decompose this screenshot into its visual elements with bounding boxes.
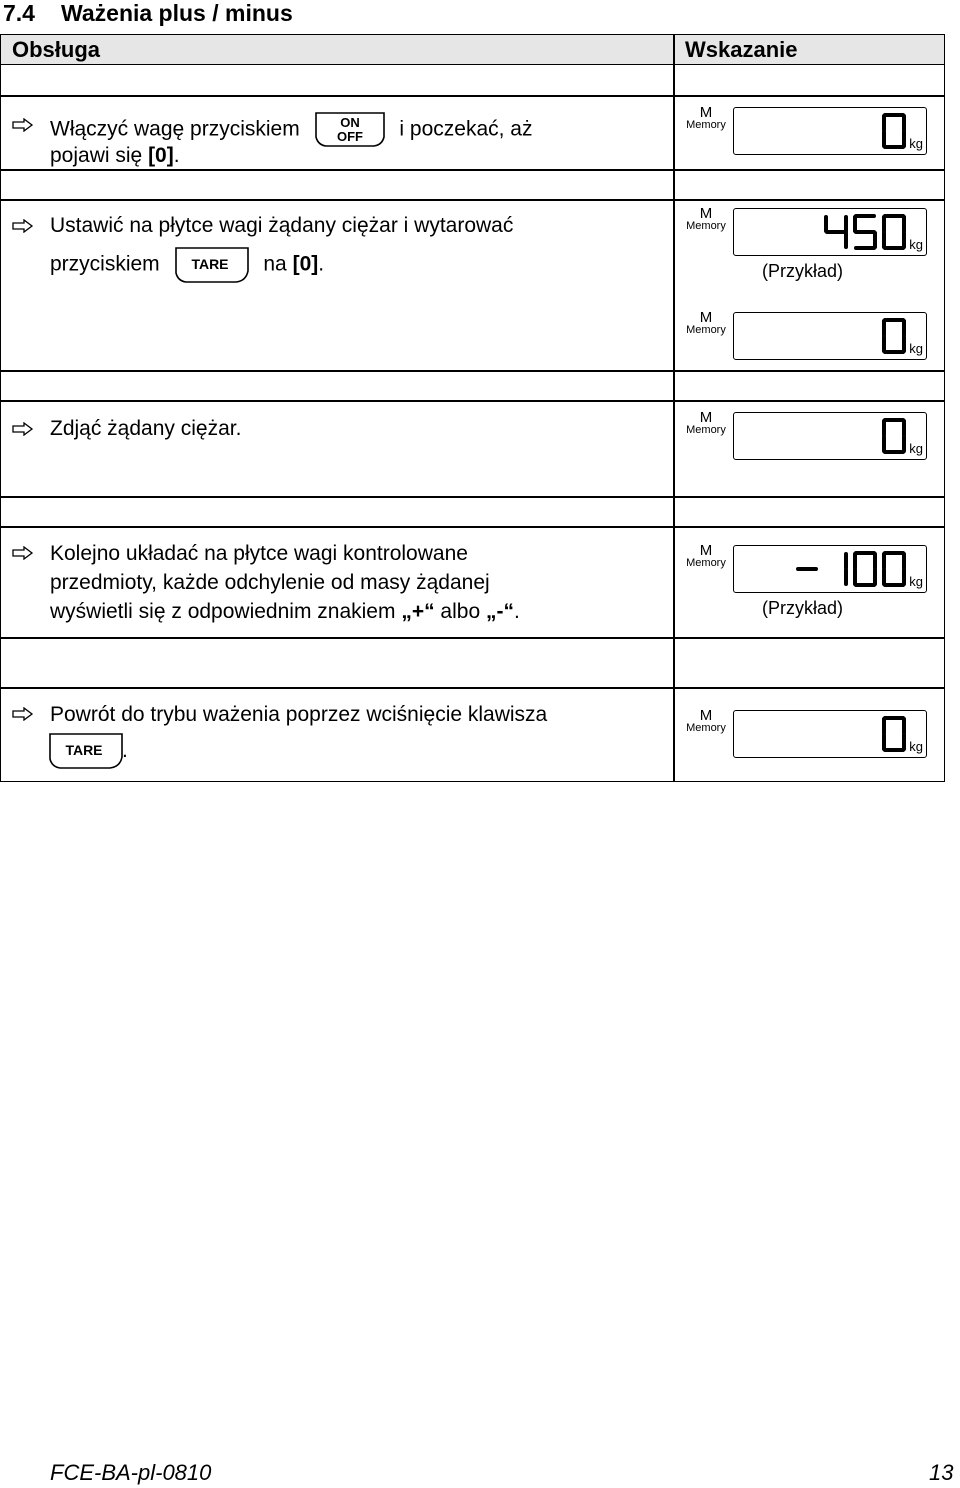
lcd-readout (734, 108, 928, 156)
svg-text:TARE: TARE (190, 256, 229, 272)
unit-label: kg (909, 739, 923, 754)
arrow-right-icon (12, 546, 34, 560)
section-number: 7.4 (3, 0, 35, 26)
example-label: (Przykład) (762, 261, 844, 281)
lcd-display (733, 545, 927, 593)
lcd-readout (734, 711, 928, 759)
step-2-line-1: Ustawić na płytce wagi żądany ciężar i wytarować (50, 214, 514, 237)
unit-label: kg (909, 341, 923, 356)
arrow-right-icon (12, 422, 34, 436)
lcd-readout (734, 546, 928, 594)
row-divider (1, 95, 944, 97)
arrow-right-icon (12, 707, 34, 721)
memory-indicator: M Memory (686, 309, 726, 336)
row-divider (1, 637, 944, 639)
unit-label: kg (909, 441, 923, 456)
example-label: (Przykład) (762, 598, 844, 618)
memory-indicator: M Memory (686, 104, 726, 131)
lcd-readout (734, 413, 928, 461)
lcd-display (733, 107, 927, 155)
header-operation: Obsługa (12, 37, 101, 62)
tare-key-icon (46, 731, 126, 771)
page-number: 13 (929, 1460, 954, 1485)
step-4-line-1: Kolejno układać na płytce wagi kontrolowane (50, 542, 468, 565)
on-off-key-icon (312, 111, 388, 149)
memory-indicator: M Memory (686, 542, 726, 569)
memory-indicator: M Memory (686, 707, 726, 734)
unit-label: kg (909, 574, 923, 589)
unit-label: kg (909, 136, 923, 151)
step-3-text: Zdjąć żądany ciężar. (50, 417, 242, 440)
step-2-line-2: przyciskiem TARE na [0]. (50, 245, 324, 285)
lcd-display (733, 208, 927, 256)
minus-sign-text: „-“ (485, 600, 514, 623)
step-1-text: Włączyć wagę przyciskiem (50, 117, 300, 141)
section-heading (3, 0, 293, 27)
row-divider (1, 687, 944, 689)
plus-sign-text: „+“ (401, 600, 435, 623)
column-divider (673, 35, 675, 781)
document-code: FCE-BA-pl-0810 (50, 1460, 212, 1485)
step-2-text: przyciskiem (50, 252, 160, 276)
step-5-line-1: Powrót do trybu ważenia poprzez wciśnięcie klawisza (50, 703, 548, 726)
arrow-right-icon (12, 118, 34, 132)
lcd-display (733, 412, 927, 460)
row-divider (1, 496, 944, 498)
step-1-text: i poczekać, aż (399, 117, 533, 141)
table-header (1, 35, 944, 65)
svg-text:TARE: TARE (65, 742, 103, 758)
step-4-line-3: wyświetli się z odpowiednim znakiem „+“ albo „-“. (50, 600, 520, 623)
lcd-display (733, 312, 927, 360)
row-divider (1, 526, 944, 528)
memory-indicator: M Memory (686, 205, 726, 232)
svg-text:ON: ON (339, 115, 360, 130)
memory-indicator: M Memory (686, 409, 726, 436)
step-1-value: [0] (148, 144, 174, 167)
step-2-value: [0] (292, 252, 319, 276)
step-1-line-2: pojawi się [0]. (50, 144, 180, 167)
row-divider (1, 370, 944, 372)
section-title: Ważenia plus / minus (61, 0, 293, 26)
header-display: Wskazanie (685, 37, 798, 62)
step-5-line-2: TARE . (46, 731, 132, 771)
tare-key-icon (172, 245, 252, 285)
lcd-display (733, 710, 927, 758)
lcd-readout (734, 209, 928, 257)
arrow-right-icon (12, 219, 34, 233)
step-2-text: na (263, 252, 287, 276)
row-divider (1, 199, 944, 201)
step-4-line-2: przedmioty, każde odchylenie od masy żądanej (50, 571, 490, 594)
lcd-readout (734, 313, 928, 361)
step-1-text: pojawi się (50, 144, 143, 167)
unit-label: kg (909, 237, 923, 252)
svg-text:OFF: OFF (336, 129, 363, 144)
row-divider (1, 400, 944, 402)
